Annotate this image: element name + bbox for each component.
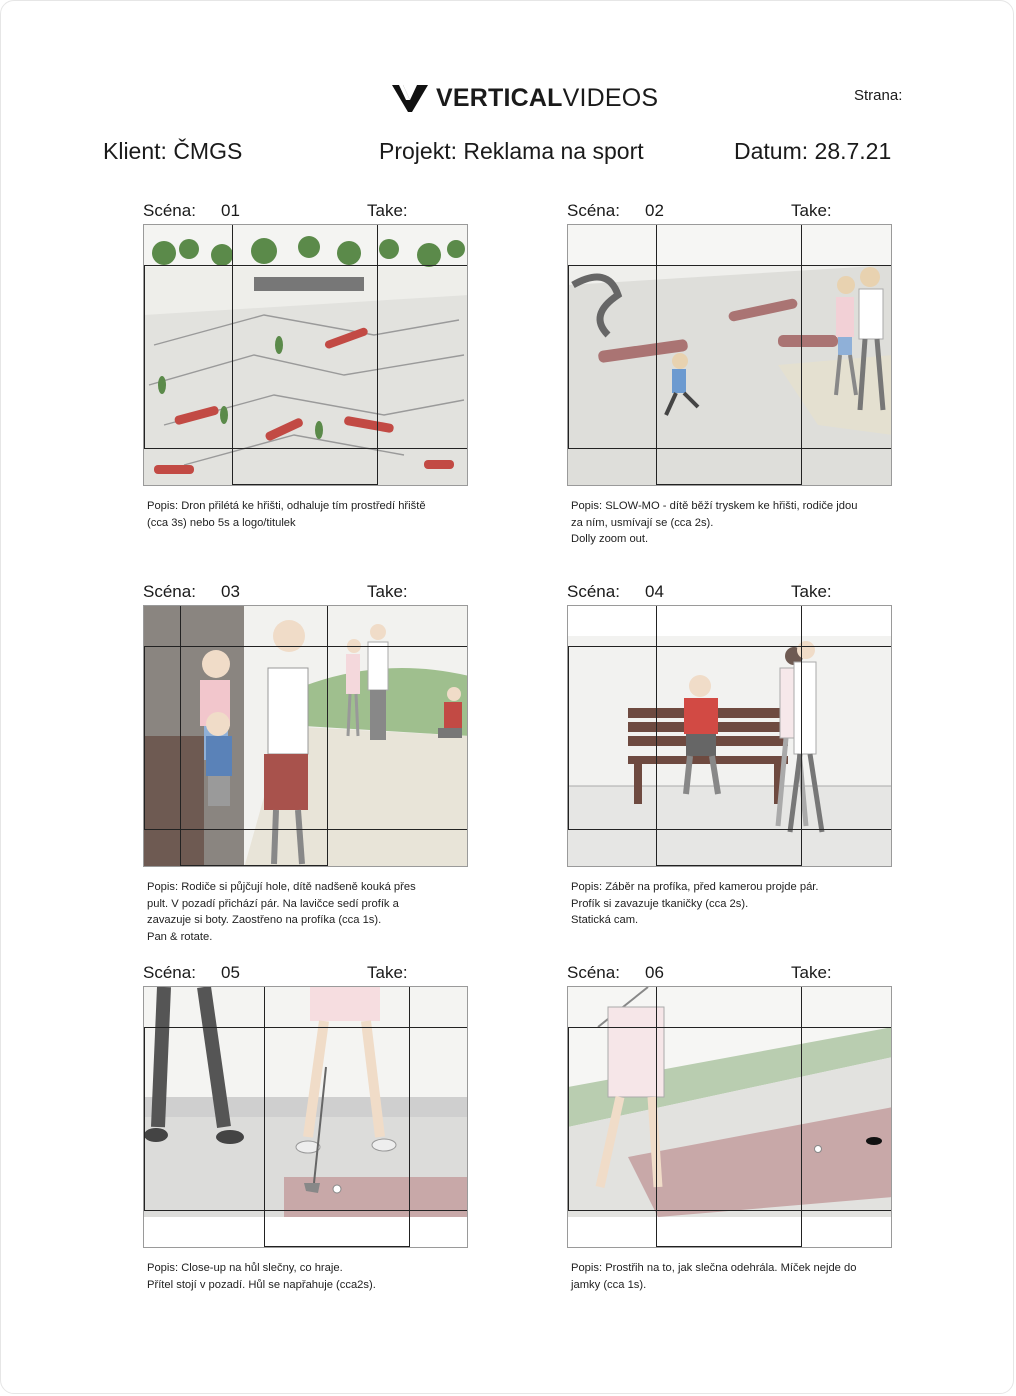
- scene-label: Scéna:: [143, 582, 196, 601]
- description-line: jamky (cca 1s).: [571, 1278, 647, 1291]
- take-label: Take:: [791, 201, 832, 220]
- scene-illustration: [568, 225, 892, 486]
- description-line: Přítel stojí v pozadí. Hůl se napřahuje (cca2s).: [147, 1278, 376, 1291]
- scene-illustration: [144, 225, 468, 486]
- description-line: Popis: Dron přilétá ke hřišti, odhaluje tím prostředí hřiště: [147, 500, 426, 512]
- description-line: pult. V pozadí přichází pár. Na lavičce sedí profík a: [147, 897, 399, 910]
- logo-light-text: VIDEOS: [562, 83, 659, 112]
- scene-illustration: [144, 987, 468, 1248]
- storyboard-frame: [567, 605, 892, 867]
- description-line: Popis: SLOW-MO - dítě běží tryskem ke hřišti, rodiče jdou: [571, 500, 858, 512]
- take-label: Take:: [791, 582, 832, 601]
- scene-panel: [567, 583, 897, 963]
- scene-panel: [143, 202, 473, 582]
- page-number-label: Strana:: [854, 87, 903, 104]
- scene-description: [147, 1260, 477, 1293]
- description-line: Statická cam.: [571, 914, 639, 926]
- scene-panel: [143, 583, 473, 963]
- description-line: zavazuje si boty. Zaostřeno na profíka (cca 1s).: [147, 914, 382, 926]
- scene-number: 04: [645, 582, 664, 601]
- scene-illustration: [144, 606, 468, 867]
- client-field: Klient: ČMGS: [103, 138, 243, 164]
- description-line: Dolly zoom out.: [571, 533, 649, 545]
- project-field: Projekt: Reklama na sport: [379, 138, 644, 164]
- scene-label: Scéna:: [567, 582, 620, 601]
- scene-number: 05: [221, 963, 240, 982]
- scene-number: 01: [221, 201, 240, 220]
- logo-v-icon: [392, 83, 428, 113]
- description-line: za ním, usmívají se (cca 2s).: [571, 516, 714, 529]
- logo-text: [436, 83, 659, 112]
- scene-panel: [567, 202, 897, 582]
- scene-illustration: [568, 987, 892, 1248]
- storyboard-frame: [567, 986, 892, 1248]
- description-line: Pan & rotate.: [147, 930, 213, 943]
- take-label: Take:: [367, 201, 408, 220]
- scene-number: 03: [221, 582, 240, 601]
- description-line: Popis: Rodiče si půjčují hole, dítě nadšeně kouká přes: [147, 881, 416, 893]
- scene-illustration: [568, 606, 892, 867]
- scene-description: [147, 879, 477, 945]
- scene-description: [571, 1260, 901, 1293]
- scene-label: Scéna:: [143, 201, 196, 220]
- brand-logo: [392, 80, 658, 116]
- scene-panel: [143, 964, 473, 1344]
- date-field: Datum: 28.7.21: [734, 138, 892, 164]
- description-line: Popis: Prostřih na to, jak slečna odehrála. Míček nejde do: [571, 1262, 857, 1274]
- logo-bold-text: VERTICAL: [436, 83, 563, 112]
- scene-description: [571, 879, 901, 929]
- scene-panel: [567, 964, 897, 1344]
- storyboard-frame: [143, 605, 468, 867]
- scene-label: Scéna:: [567, 963, 620, 982]
- scene-description: [571, 498, 901, 548]
- scene-label: Scéna:: [143, 963, 196, 982]
- storyboard-frame: [143, 986, 468, 1248]
- scene-number: 02: [645, 201, 664, 220]
- description-line: Popis: Záběr na profíka, před kamerou projde pár.: [571, 881, 819, 893]
- take-label: Take:: [367, 582, 408, 601]
- take-label: Take:: [791, 963, 832, 982]
- take-label: Take:: [367, 963, 408, 982]
- storyboard-frame: [567, 224, 892, 486]
- description-line: (cca 3s) nebo 5s a logo/titulek: [147, 516, 296, 529]
- scene-description: [147, 498, 477, 531]
- scene-number: 06: [645, 963, 664, 982]
- scene-label: Scéna:: [567, 201, 620, 220]
- description-line: Profík si zavazuje tkaničky (cca 2s).: [571, 897, 749, 910]
- storyboard-frame: [143, 224, 468, 486]
- description-line: Popis: Close-up na hůl slečny, co hraje.: [147, 1262, 343, 1274]
